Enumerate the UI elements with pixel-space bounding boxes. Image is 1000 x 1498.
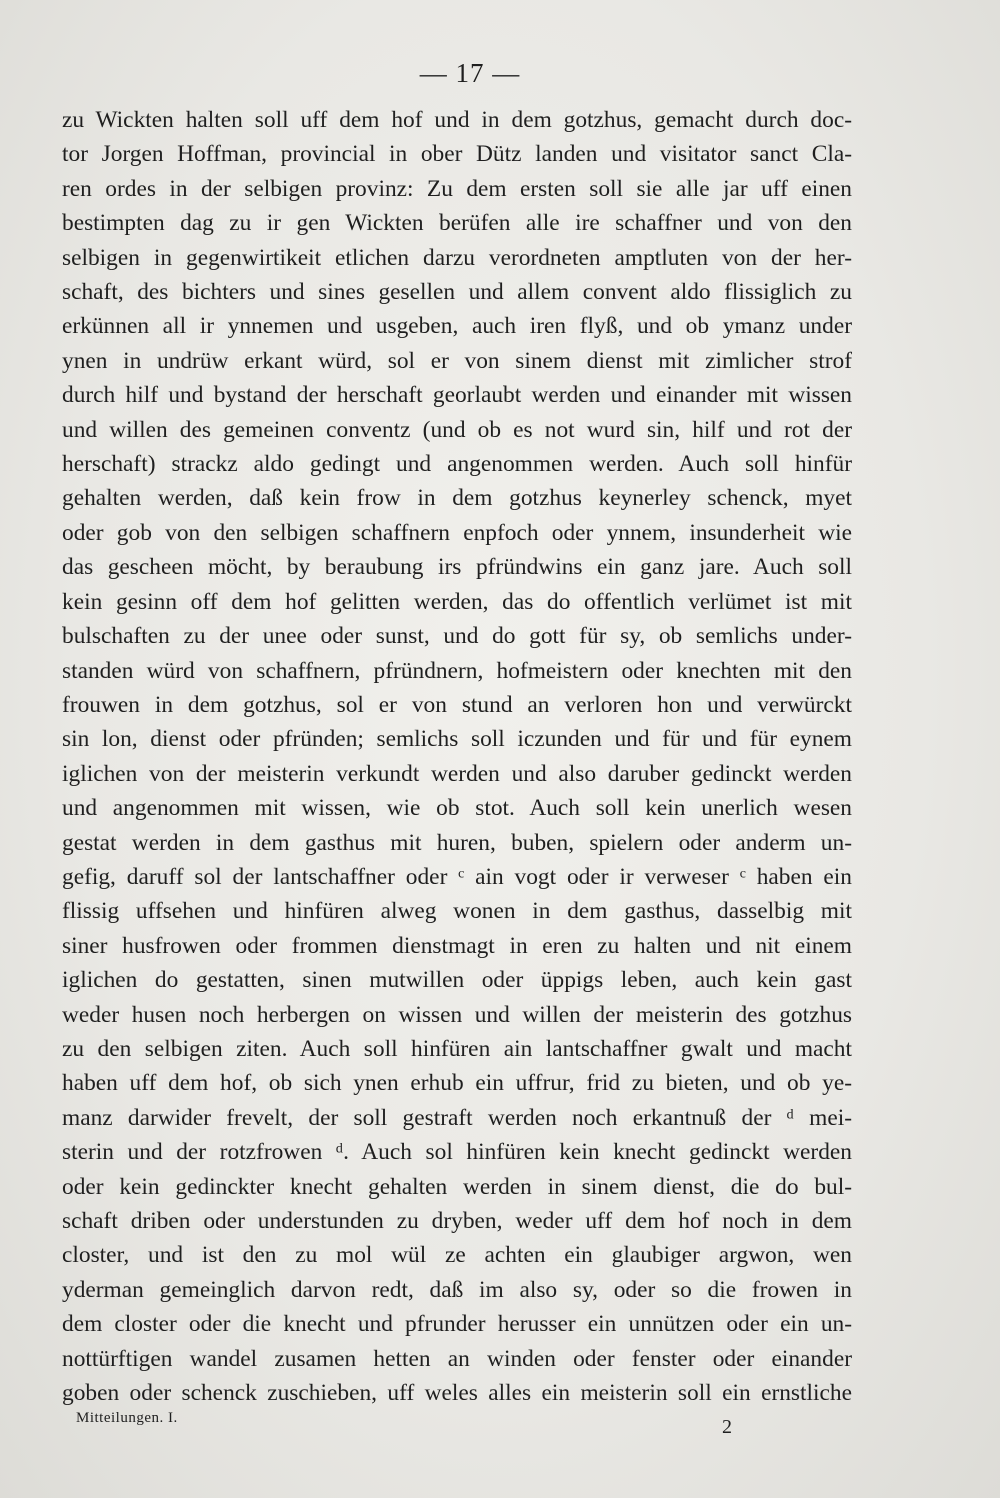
text-line: das gescheen möcht, by beraubung irs pfründwins ein ganz jare. Auch soll — [62, 554, 852, 581]
text-line: selbigen in gegenwirtikeit etlichen darzu verordneten amptluten von der her- — [62, 244, 852, 271]
text-line: tor Jorgen Hoffman, provincial in ober Dütz landen und visitator sanct Cla- — [62, 141, 852, 168]
text-line: zu Wickten halten soll uff dem hof und in dem gotzhus, gemacht durch doc- — [62, 107, 852, 133]
text-line: yderman gemeinglich darvon redt, daß im also sy, oder so die frowen in — [62, 1276, 852, 1303]
text-line: schaft driben oder understunden zu dryben, weder uff dem hof noch in dem — [62, 1208, 852, 1234]
text-line: oder kein gedinckter knecht gehalten werden in sinem dienst, die do bul- — [62, 1173, 852, 1200]
text-line: iglichen von der meisterin verkundt werden und also daruber gedinckt werden — [62, 760, 852, 787]
text-line: sterin und der rotzfrowen ᵈ. Auch sol hinfüren kein knecht gedinckt werden — [62, 1139, 852, 1166]
text-line: manz darwider frevelt, der soll gestraft werden noch erkantnuß der ᵈ mei- — [62, 1104, 852, 1131]
footer-signature-mark: 2 — [722, 1416, 732, 1438]
body-text — [62, 103, 852, 1410]
text-line: gehalten werden, daß kein frow in dem gotzhus keynerley schenck, myet — [62, 485, 852, 512]
text-line: zu den selbigen ziten. Auch soll hinfüren ain lantschaffner gwalt und macht — [62, 1035, 852, 1062]
text-line: standen würd von schaffnern, pfründnern, hofmeistern oder knechten mit den — [62, 657, 852, 684]
text-line: gestat werden in dem gasthus mit huren, buben, spielern oder anderm un- — [62, 829, 852, 856]
text-line: bestimpten dag zu ir gen Wickten berüfen alle ire schaffner und von den — [62, 210, 852, 237]
text-line: gefig, daruff sol der lantschaffner oder ᶜ ain vogt oder ir verweser ᶜ haben ein — [62, 863, 852, 890]
text-line: closter, und ist den zu mol wül ze achten ein glaubiger argwon, wen — [62, 1242, 852, 1269]
text-line: ren ordes in der selbigen provinz: Zu dem ersten soll sie alle jar uff einen — [62, 175, 852, 202]
text-line: iglichen do gestatten, sinen mutwillen oder üppigs leben, auch kein gast — [62, 967, 852, 994]
text-line: frouwen in dem gotzhus, sol er von stund an verloren hon und verwürckt — [62, 691, 852, 718]
text-line: kein gesinn off dem hof gelitten werden, das do offentlich verlümet ist mit — [62, 588, 852, 615]
text-line: bulschaften zu der unee oder sunst, und do gott für sy, ob semlichs under- — [62, 623, 852, 650]
text-line: flissig uffsehen und hinfüren alweg wonen in dem gasthus, dasselbig mit — [62, 898, 852, 925]
text-line: ynen in undrüw erkant würd, sol er von sinem dienst mit zimlicher strof — [62, 347, 852, 374]
text-line: oder gob von den selbigen schaffnern enpfoch oder ynnem, insunderheit wie — [62, 519, 852, 546]
text-line: nottürftigen wandel zusamen hetten an winden oder fenster oder einander — [62, 1345, 852, 1372]
text-line: sin lon, dienst oder pfründen; semlichs soll iczunden und für und für eynem — [62, 726, 852, 753]
text-line: erkünnen all ir ynnemen und usgeben, auch iren flyß, und ob ymanz under — [62, 313, 852, 340]
page-number: — 17 — — [419, 58, 521, 88]
text-line: siner husfrowen oder frommen dienstmagt in eren zu halten und nit einem — [62, 932, 852, 959]
text-line: goben oder schenck zuschieben, uff weles alles ein meisterin soll ein ernstliche — [62, 1380, 852, 1407]
text-line: herschaft) strackz aldo gedingt und angenommen werden. Auch soll hinfür — [62, 451, 852, 478]
text-line: dem closter oder die knecht und pfrunder herusser ein unnützen oder ein un- — [62, 1311, 852, 1338]
text-line: und willen des gemeinen conventz (und ob es not wurd sin, hilf und rot der — [62, 416, 852, 443]
footer-series-title: Mitteilungen. I. — [76, 1410, 178, 1426]
text-line: haben uff dem hof, ob sich ynen erhub ein uffrur, frid zu bieten, und ob ye- — [62, 1070, 852, 1097]
text-line: schaft, des bichters und sines gesellen und allem convent aldo flissiglich zu — [62, 279, 852, 306]
text-line: durch hilf und bystand der herschaft georlaubt werden und einander mit wissen — [62, 382, 852, 409]
text-line: und angenommen mit wissen, wie ob stot. Auch soll kein unerlich wesen — [62, 795, 852, 822]
text-line: weder husen noch herbergen on wissen und willen der meisterin des gotzhus — [62, 1001, 852, 1028]
